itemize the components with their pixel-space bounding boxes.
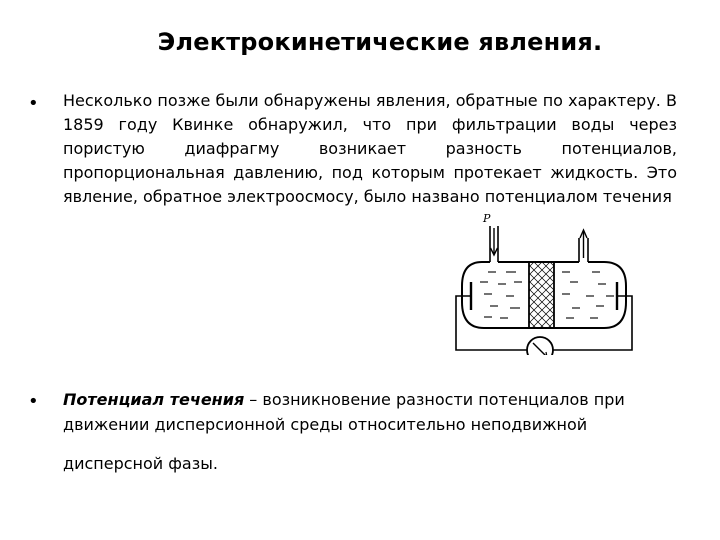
paragraph-definition bbox=[63, 387, 677, 476]
term-streaming-potential: Потенциал течения bbox=[63, 390, 245, 409]
slide-title: Электрокинетические явления. bbox=[157, 28, 603, 56]
porous-diaphragm bbox=[529, 262, 554, 328]
bullet-marker: • bbox=[28, 93, 39, 114]
pressure-label: P bbox=[483, 212, 491, 225]
paragraph-quincke-discovery: Несколько позже были обнаружены явления, обратные по характеру. В 1859 году Квинке обнаружил, что при фильтрации воды через пористую диафрагму возникает разность потенциалов, пропорциональная давлению, под которым протекает жидкость. Это явление, обратное электроосмосу, было названо потенциалом течения bbox=[63, 91, 677, 206]
outlet-arrow-icon bbox=[579, 230, 588, 262]
bullet-marker: • bbox=[28, 391, 39, 412]
liquid-left bbox=[480, 272, 522, 318]
streaming-potential-diagram bbox=[450, 210, 640, 355]
galvanometer-icon bbox=[527, 337, 553, 355]
definition-text: – возникновение разности потенциалов при движении дисперсионной среды относительно неподвижной bbox=[63, 390, 625, 434]
definition-text-end: дисперсной фазы. bbox=[63, 454, 218, 473]
liquid-right bbox=[562, 272, 614, 318]
inlet-arrow-icon bbox=[490, 226, 498, 262]
